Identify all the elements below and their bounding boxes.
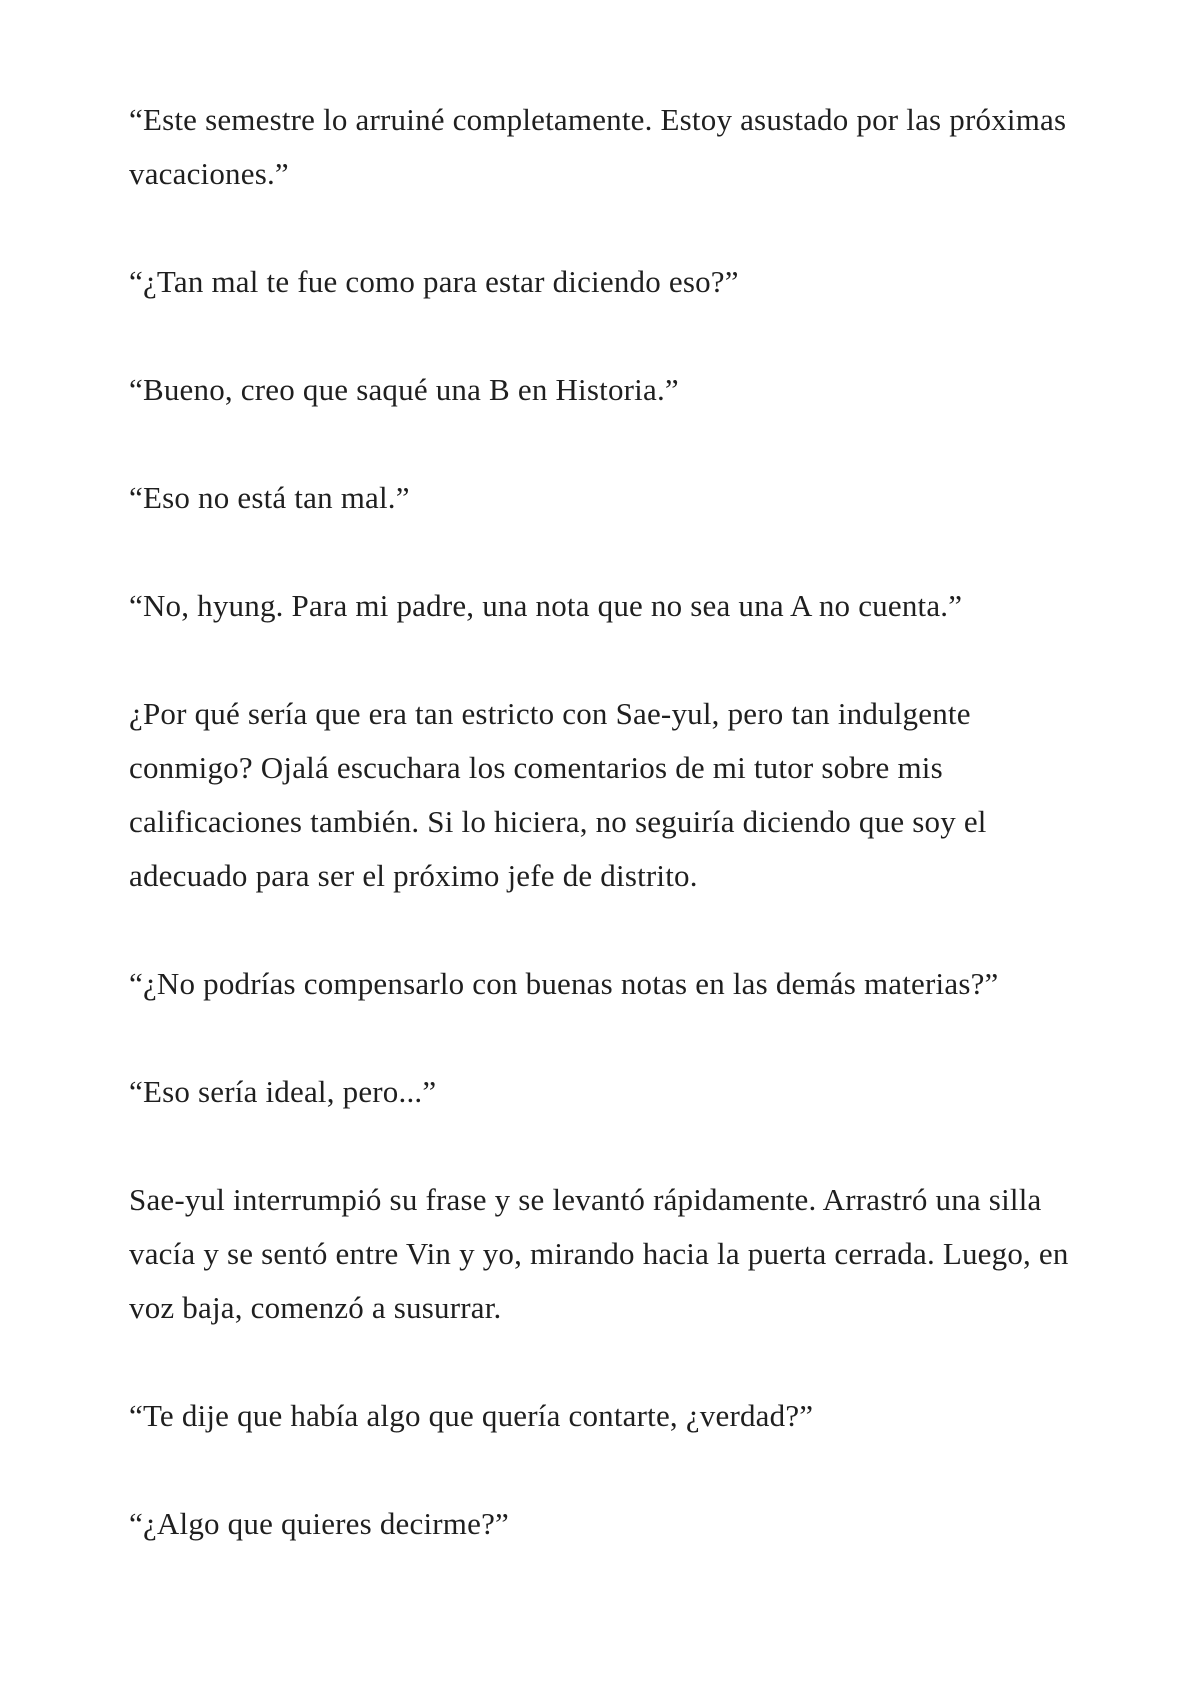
document-page (129, 93, 1089, 1605)
paragraph: “¿Tan mal te fue como para estar diciendo eso?” (129, 264, 739, 299)
paragraph: “Eso sería ideal, pero...” (129, 1074, 437, 1109)
paragraph: “Eso no está tan mal.” (129, 480, 410, 515)
paragraph: “No, hyung. Para mi padre, una nota que no sea una A no cuenta.” (129, 588, 963, 623)
paragraph: ¿Por qué sería que era tan estricto con Sae-yul, pero tan indulgente conmigo? Ojalá escuchara los comentarios de mi tutor sobre mis calificaciones también. Si lo hiciera, no seguiría diciendo que soy el adecuado para ser el próximo jefe de distrito. (129, 696, 987, 893)
paragraph: Sae-yul interrumpió su frase y se levantó rápidamente. Arrastró una silla vacía y se sentó entre Vin y yo, mirando hacia la puerta cerrada. Luego, en voz baja, comenzó a susurrar. (129, 1182, 1069, 1325)
paragraph: “Este semestre lo arruiné completamente. Estoy asustado por las próximas vacaciones.” (129, 102, 1067, 191)
paragraph: “¿Algo que quieres decirme?” (129, 1506, 509, 1541)
paragraph: “Bueno, creo que saqué una B en Historia.” (129, 372, 679, 407)
paragraph: “Te dije que había algo que quería contarte, ¿verdad?” (129, 1398, 814, 1433)
paragraph: “¿No podrías compensarlo con buenas notas en las demás materias?” (129, 966, 999, 1001)
